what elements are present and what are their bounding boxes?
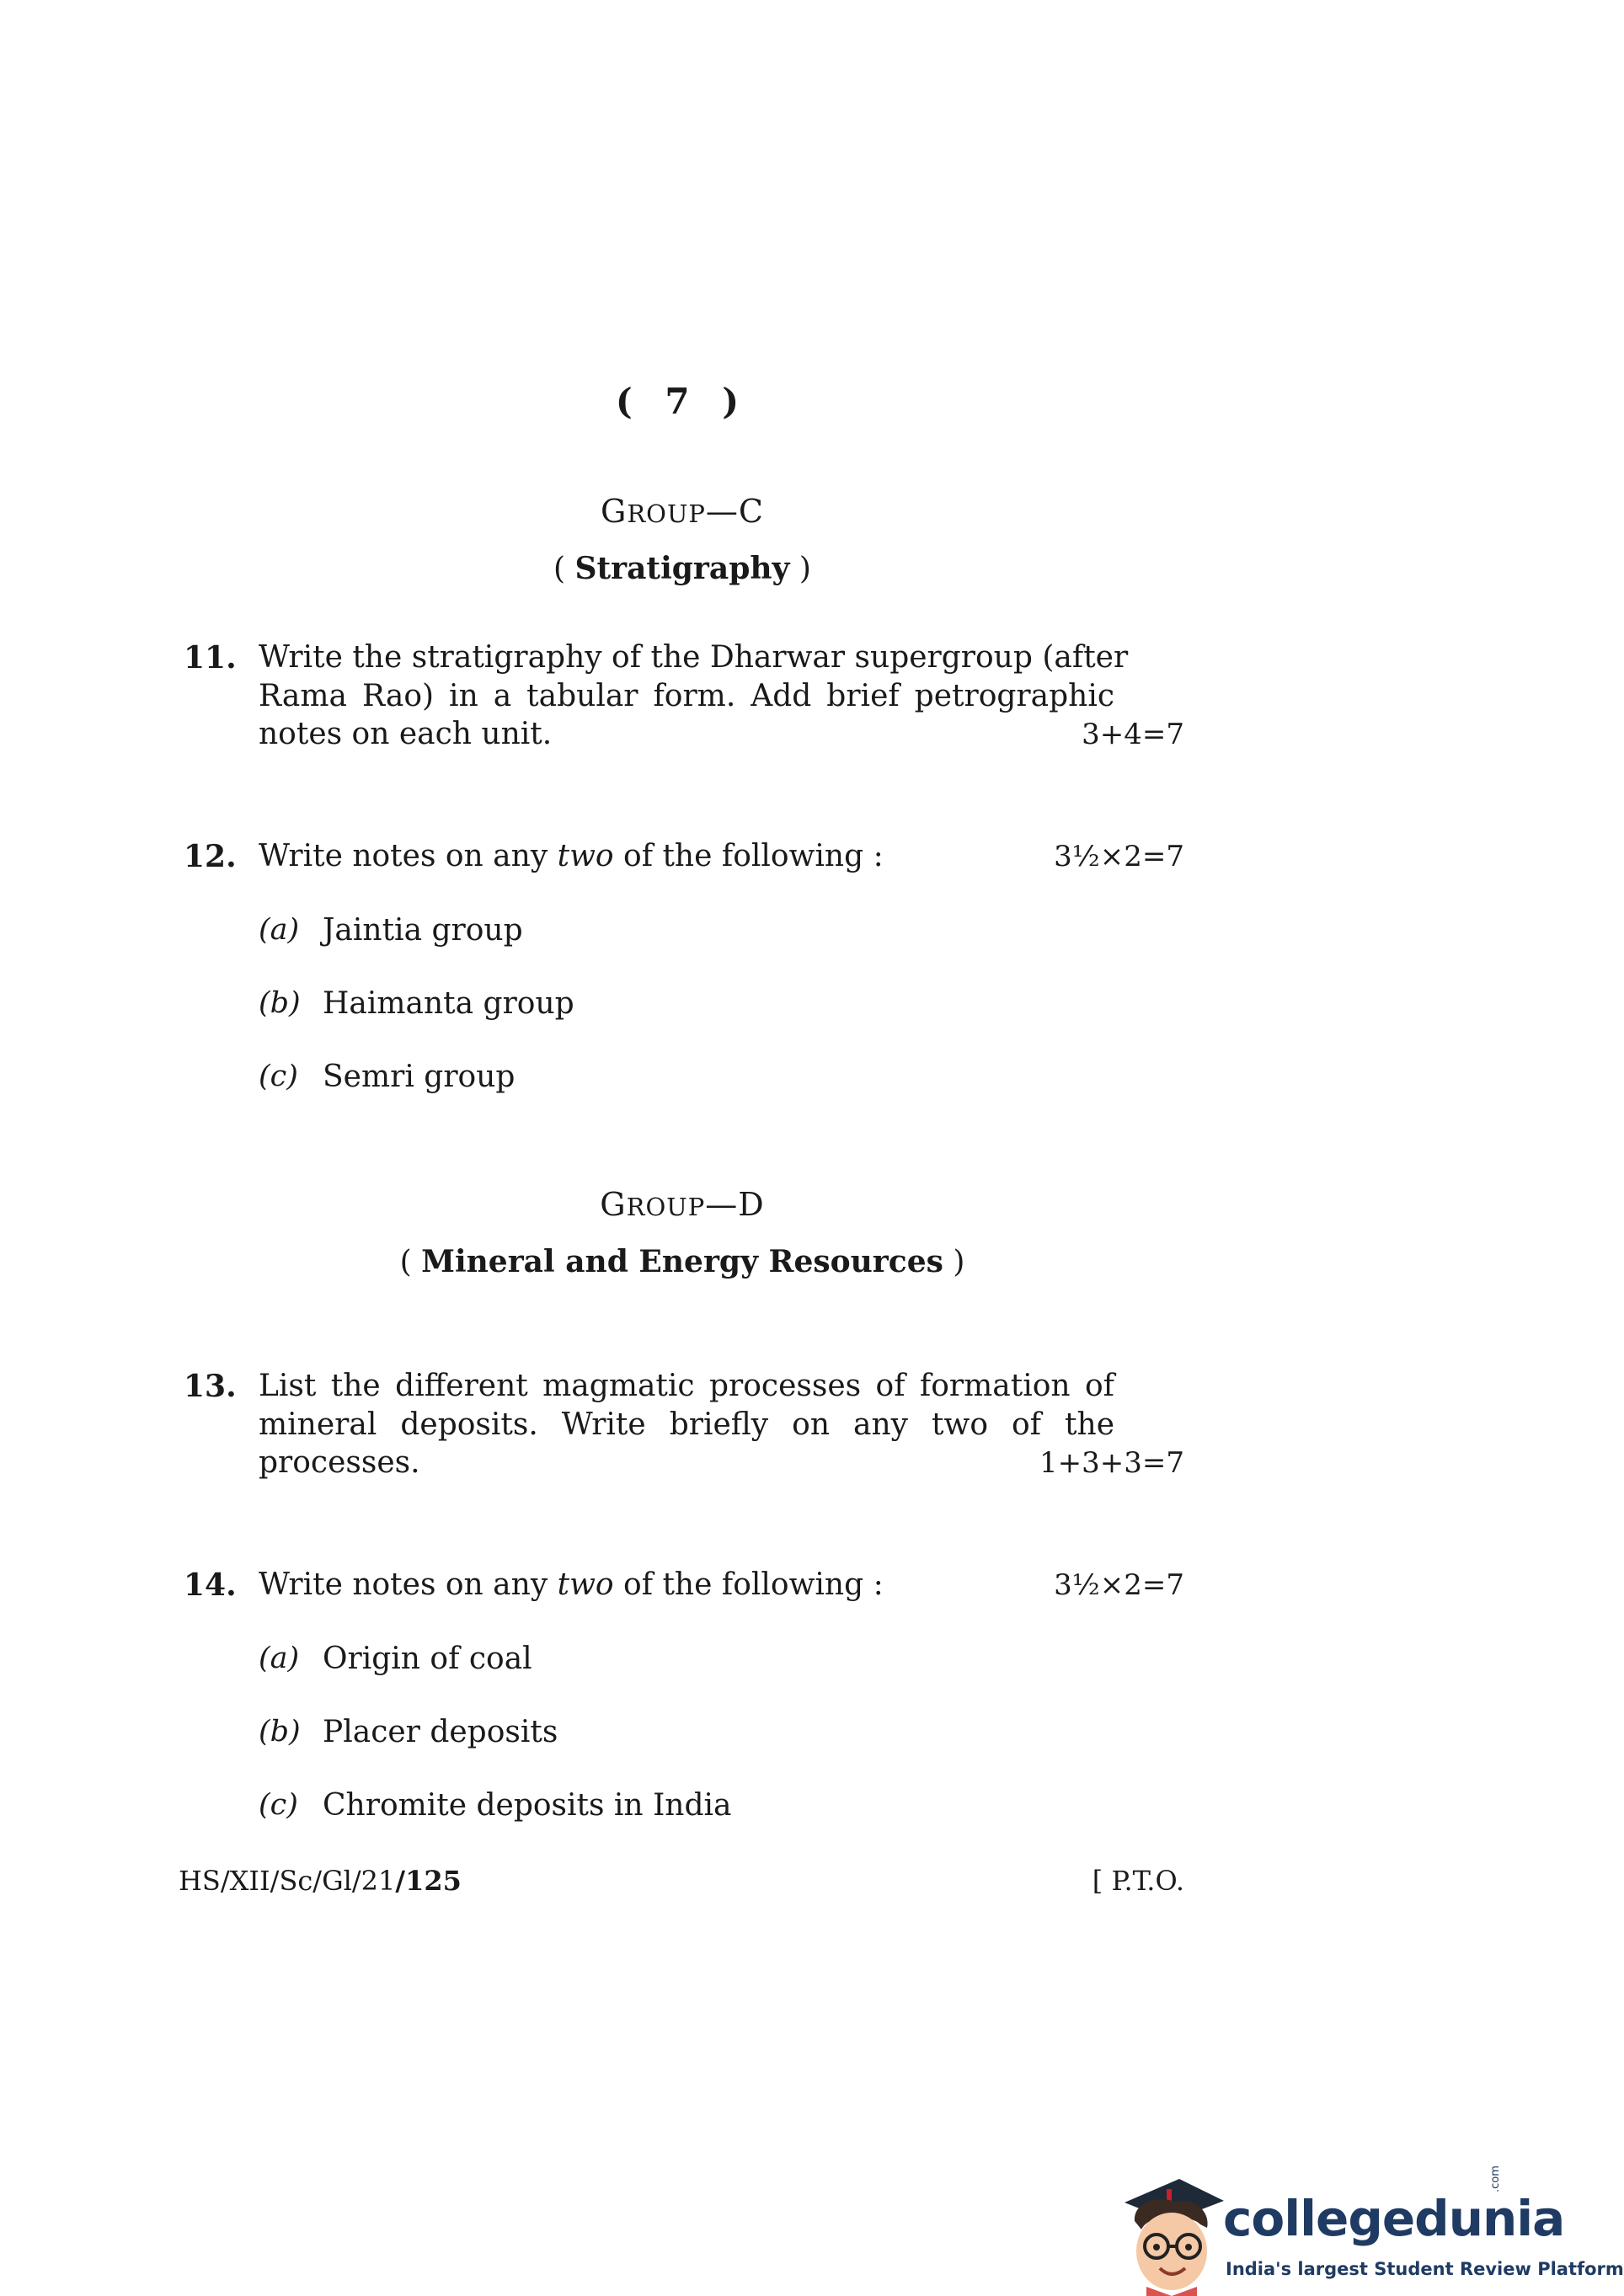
q11-line-2: Rama Rao) in a tabular form. Add brief petrographic: [259, 679, 1114, 713]
group-d-subtitle: ( Mineral and Energy Resources ): [399, 1244, 965, 1279]
q12-option-b-letter: (b): [259, 986, 301, 1020]
q14-option-a-text: Origin of coal: [323, 1642, 532, 1676]
q14-option-b-text: Placer deposits: [323, 1715, 558, 1749]
q13-marks: 1+3+3=7: [1039, 1446, 1184, 1480]
q12-number: 12.: [184, 839, 237, 874]
q11-marks: 3+4=7: [1082, 718, 1184, 751]
group-c-heading: GROUP—C: [600, 493, 764, 530]
q14-option-c-text: Chromite deposits in India: [323, 1788, 732, 1823]
q13-line-1: List the different magmatic processes of formation of: [259, 1369, 1114, 1403]
q12-text: Write notes on any two of the following :: [259, 839, 884, 873]
brand-tagline: India's largest Student Review Platform: [1226, 2259, 1624, 2279]
group-d-heading: GROUP—D: [600, 1186, 765, 1223]
pto-marker: [ P.T.O.: [1092, 1865, 1184, 1897]
q11-line-1: Write the stratigraphy of the Dharwar supergroup (after: [259, 640, 1129, 675]
q12-marks: 3½×2=7: [1054, 840, 1184, 873]
q12-option-c-text: Semri group: [323, 1060, 516, 1094]
group-c-subtitle: ( Stratigraphy ): [553, 551, 811, 586]
brand-logo-text: collegedunia: [1223, 2190, 1565, 2247]
brand-dotcom: .com: [1489, 2165, 1502, 2192]
q14-number: 14.: [184, 1567, 237, 1603]
q12-option-a-text: Jaintia group: [323, 913, 523, 948]
q13-line-3: processes.: [259, 1445, 420, 1480]
paper-code: HS/XII/Sc/Gl/21/125: [179, 1865, 462, 1897]
q12-option-c-letter: (c): [259, 1060, 298, 1093]
q11-line-3: notes on each unit.: [259, 717, 553, 751]
q14-option-a-letter: (a): [259, 1642, 300, 1675]
q14-text: Write notes on any two of the following :: [259, 1567, 884, 1602]
q12-option-b-text: Haimanta group: [323, 986, 574, 1021]
page-number: ( 7 ): [615, 381, 750, 422]
q13-number: 13.: [184, 1369, 237, 1404]
q11-number: 11.: [184, 640, 237, 675]
q12-option-a-letter: (a): [259, 913, 300, 947]
q13-line-2: mineral deposits. Write briefly on any two of the: [259, 1407, 1114, 1442]
q14-option-c-letter: (c): [259, 1788, 298, 1822]
q14-option-b-letter: (b): [259, 1715, 301, 1749]
q14-marks: 3½×2=7: [1054, 1568, 1184, 1602]
